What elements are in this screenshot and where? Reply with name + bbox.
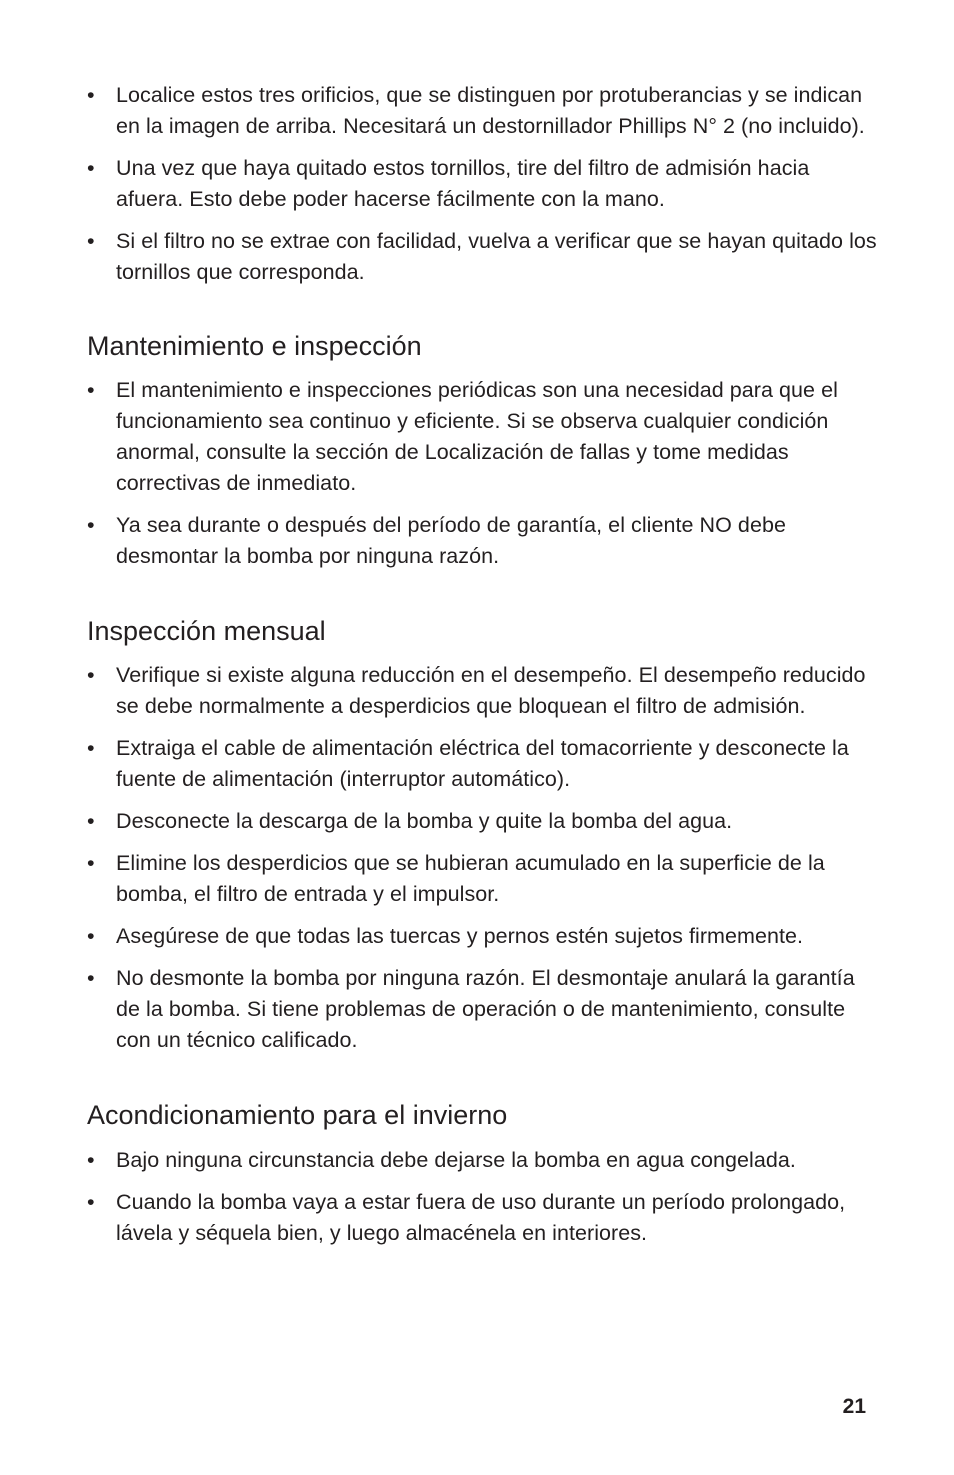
list-item	[87, 510, 877, 572]
bullet: •	[87, 851, 95, 875]
page-number: 21	[842, 1395, 866, 1418]
intro-list	[87, 80, 877, 288]
winter-list	[87, 1145, 877, 1249]
list-item-text: Extraiga el cable de alimentación eléctrica del tomacorriente y desconecte la fuente de alimentación (interruptor automático).	[116, 736, 849, 791]
bullet: •	[87, 83, 95, 107]
list-item-text: Asegúrese de que todas las tuercas y pernos estén sujetos firmemente.	[116, 924, 804, 948]
bullet: •	[87, 378, 95, 402]
section-title-maintenance: Mantenimiento e inspección	[87, 331, 422, 361]
list-item	[87, 1145, 877, 1176]
bullet: •	[87, 229, 95, 253]
list-item	[87, 848, 877, 910]
maintenance-list	[87, 375, 877, 572]
section-title-monthly: Inspección mensual	[87, 616, 326, 646]
list-item	[87, 153, 877, 215]
bullet: •	[87, 1190, 95, 1214]
list-item-text: Desconecte la descarga de la bomba y quite la bomba del agua.	[116, 809, 733, 833]
list-item-text: No desmonte la bomba por ninguna razón. El desmontaje anulará la garantía de la bomba. Si tiene problemas de operación o de mantenimiento, consulte con un técnico calificado.	[116, 966, 855, 1052]
bullet: •	[87, 513, 95, 537]
list-item-text: Verifique si existe alguna reducción en el desempeño. El desempeño reducido se debe normalmente a desperdicios que bloquean el filtro de admisión.	[116, 663, 866, 718]
list-item-text: Localice estos tres orificios, que se distinguen por protuberancias y se indican en la imagen de arriba. Necesitará un destornillador Phillips N° 2 (no incluido).	[116, 83, 865, 138]
bullet: •	[87, 966, 95, 990]
document-page	[87, 80, 877, 1260]
list-item	[87, 806, 877, 837]
list-item	[87, 1187, 877, 1249]
bullet: •	[87, 1148, 95, 1172]
list-item-text: Cuando la bomba vaya a estar fuera de uso durante un período prolongado, lávela y séquela bien, y luego almacénela en interiores.	[116, 1190, 846, 1245]
list-item	[87, 660, 877, 722]
list-item-text: Una vez que haya quitado estos tornillos, tire del filtro de admisión hacia afuera. Esto debe poder hacerse fácilmente con la mano.	[116, 156, 810, 211]
list-item	[87, 226, 877, 288]
list-item-text: Elimine los desperdicios que se hubieran acumulado en la superficie de la bomba, el filtro de entrada y el impulsor.	[116, 851, 825, 906]
list-item-text: Si el filtro no se extrae con facilidad, vuelva a verificar que se hayan quitado los tornillos que corresponda.	[116, 229, 877, 284]
bullet: •	[87, 736, 95, 760]
section-title-winter: Acondicionamiento para el invierno	[87, 1100, 508, 1130]
list-item-text: Ya sea durante o después del período de garantía, el cliente NO debe desmontar la bomba por ninguna razón.	[116, 513, 786, 568]
list-item	[87, 733, 877, 795]
monthly-list	[87, 660, 877, 1056]
list-item	[87, 921, 877, 952]
list-item	[87, 375, 877, 499]
list-item	[87, 80, 877, 142]
bullet: •	[87, 156, 95, 180]
list-item-text: Bajo ninguna circunstancia debe dejarse la bomba en agua congelada.	[116, 1148, 796, 1172]
list-item	[87, 963, 877, 1056]
bullet: •	[87, 663, 95, 687]
bullet: •	[87, 924, 95, 948]
list-item-text: El mantenimiento e inspecciones periódicas son una necesidad para que el funcionamiento sea continuo y eficiente. Si se observa cualquier condición anormal, consulte la sección de Localización de fallas y tome medidas correctivas de inmediato.	[116, 378, 838, 495]
bullet: •	[87, 809, 95, 833]
